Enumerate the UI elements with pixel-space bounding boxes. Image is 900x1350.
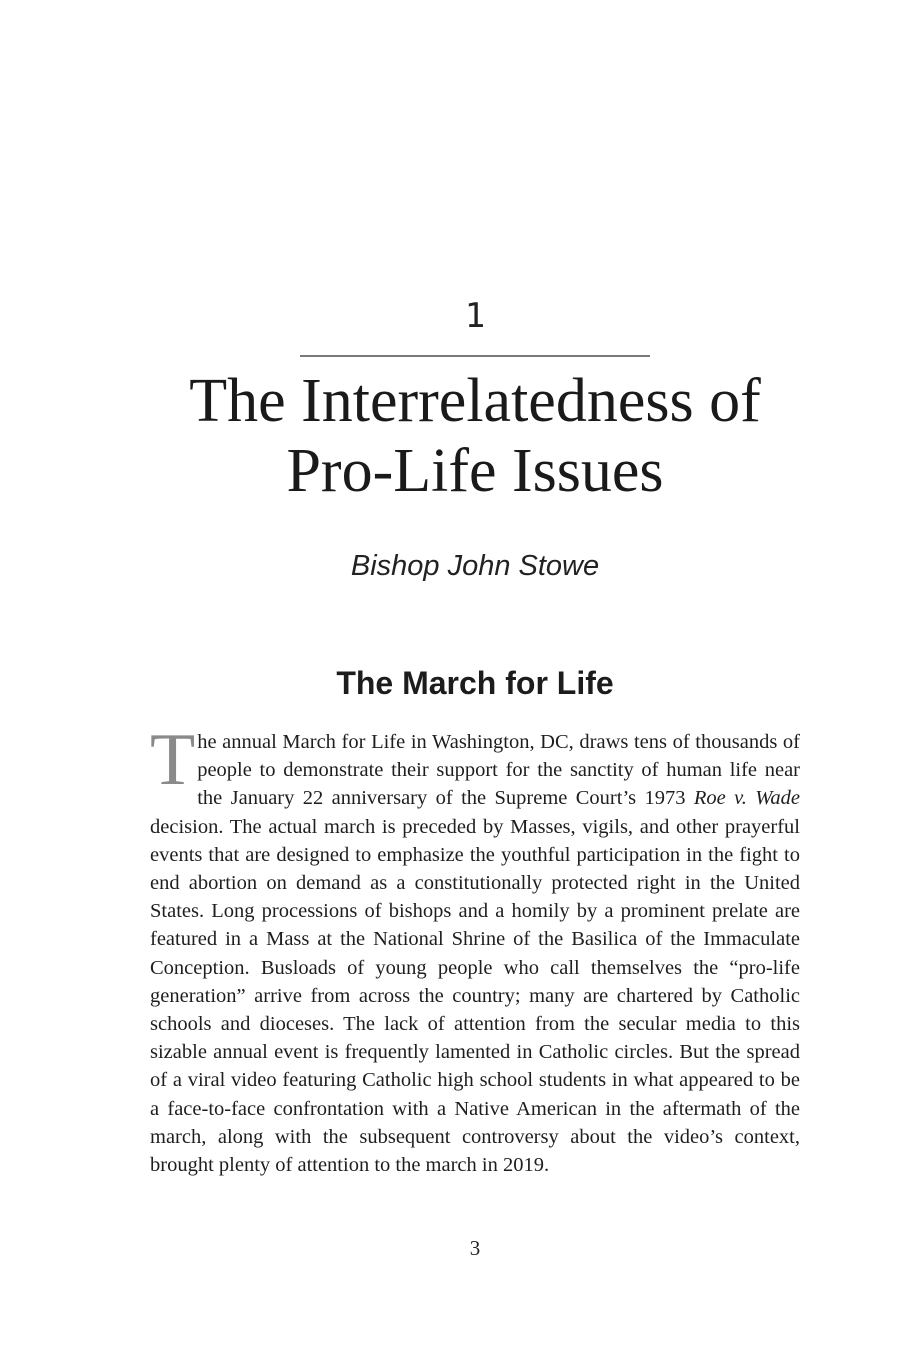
drop-cap: T	[150, 719, 196, 801]
paragraph-text-start: he annual March for Life in Washington, DC, draws tens of thousands of people to demonstrate their support for the sanctity of human life near the January 22 anniversary of the Supreme Court’s 1973	[197, 731, 800, 810]
chapter-title-line-2: Pro-Life Issues	[286, 437, 664, 505]
page-number: 3	[469, 1236, 481, 1260]
chapter-number: 1	[464, 296, 486, 336]
chapter-title	[90, 366, 860, 506]
author-name: Bishop John Stowe	[350, 550, 600, 582]
body-paragraph	[150, 719, 800, 1179]
case-name: Roe v. Wade	[693, 787, 800, 810]
chapter-title-line-1: The Interrelatedness of	[189, 367, 761, 435]
chapter-rule	[300, 355, 650, 357]
section-heading: The March for Life	[336, 665, 614, 701]
paragraph-text-end: decision. The actual march is preceded by Masses, vigils, and other prayerful events that are designed to emphasize the youthful participation in the fight to end abortion on demand as a constitutionally protected right in the United States. Long processions of bishops and a homily by a prominent prelate are featured in a Mass at the National Shrine of the Basilica of the Immaculate Conception. Busloads of young people who call themselves the “pro-life generation” arrive from across the country; many are chartered by Catholic schools and dioceses. The lack of attention from the secular media to this sizable annual event is frequently lamented in Catholic circles. But the spread of a viral video featuring Catholic high school students in what appeared to be a face-to-face confrontation with a Native American in the aftermath of the march, along with the subsequent controversy about the video’s context, brought plenty of attention to the march in 2019.	[150, 815, 800, 1177]
